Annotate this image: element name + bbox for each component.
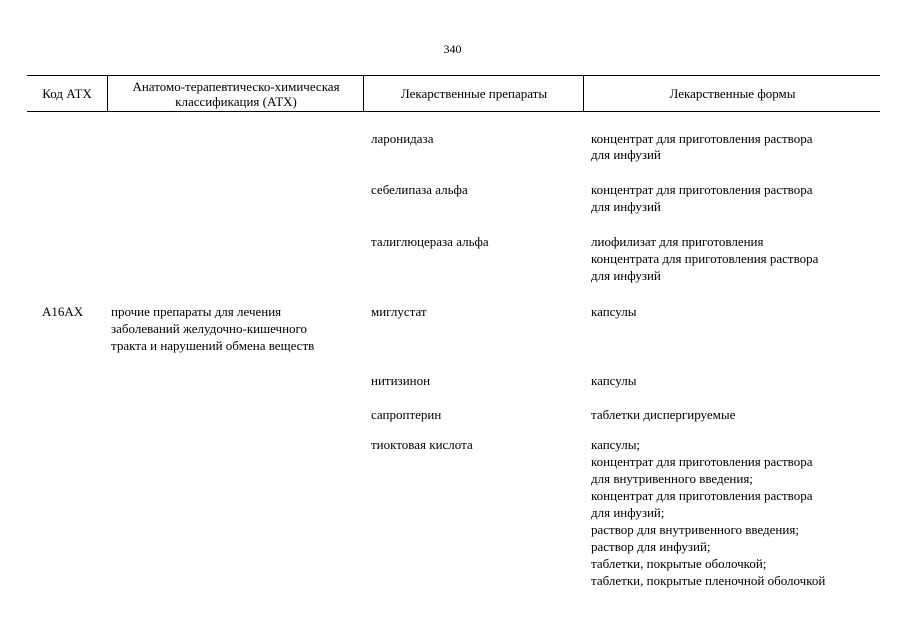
form-line: концентрат для приготовления раствора <box>591 454 813 469</box>
form-line: концентрат для приготовления раствора <box>591 131 813 146</box>
form-line: лиофилизат для приготовления <box>591 234 764 249</box>
form-line: капсулы; <box>591 437 641 452</box>
form-line: капсулы <box>591 304 637 319</box>
header-code: Код АТХ <box>42 86 92 101</box>
form-line: капсулы <box>591 373 637 388</box>
drug-name: талиглюцераза альфа <box>371 234 489 249</box>
table-header <box>27 75 880 112</box>
header-drugs: Лекарственные препараты <box>363 76 584 111</box>
header-classification-line: классификация (АТХ) <box>175 93 297 109</box>
page-number: 340 <box>443 42 462 56</box>
classification-line: тракта и нарушений обмена веществ <box>111 338 315 353</box>
header-classification-line: Анатомо-терапевтическо-химическая <box>132 78 340 94</box>
form-line: таблетки, покрытые пленочной оболочкой <box>591 573 826 588</box>
form-line: для инфузий <box>591 268 661 283</box>
drug-name: ларонидаза <box>371 131 434 146</box>
form-line: для инфузий <box>591 147 661 162</box>
form-line: таблетки, покрытые оболочкой; <box>591 556 767 571</box>
form-line: раствор для инфузий; <box>591 539 711 554</box>
form-line: для инфузий <box>591 199 661 214</box>
form-line: раствор для внутривенного введения; <box>591 522 799 537</box>
classification-line: заболеваний желудочно-кишечного <box>111 321 308 336</box>
atc-code: A16AX <box>42 304 84 319</box>
drug-name: тиоктовая кислота <box>371 437 473 452</box>
form-line: концентрата для приготовления раствора <box>591 251 819 266</box>
form-line: концентрат для приготовления раствора <box>591 182 813 197</box>
header-forms: Лекарственные формы <box>583 76 881 111</box>
form-line: для инфузий; <box>591 505 665 520</box>
drug-name: сапроптерин <box>371 407 442 422</box>
drug-name: себелипаза альфа <box>371 182 468 197</box>
classification-line: прочие препараты для лечения <box>111 304 282 319</box>
form-line: таблетки диспергируемые <box>591 407 736 422</box>
form-line: для внутривенного введения; <box>591 471 753 486</box>
header-classification <box>107 76 364 111</box>
form-line: концентрат для приготовления раствора <box>591 488 813 503</box>
drug-name: миглустат <box>371 304 427 319</box>
drug-name: нитизинон <box>371 373 431 388</box>
